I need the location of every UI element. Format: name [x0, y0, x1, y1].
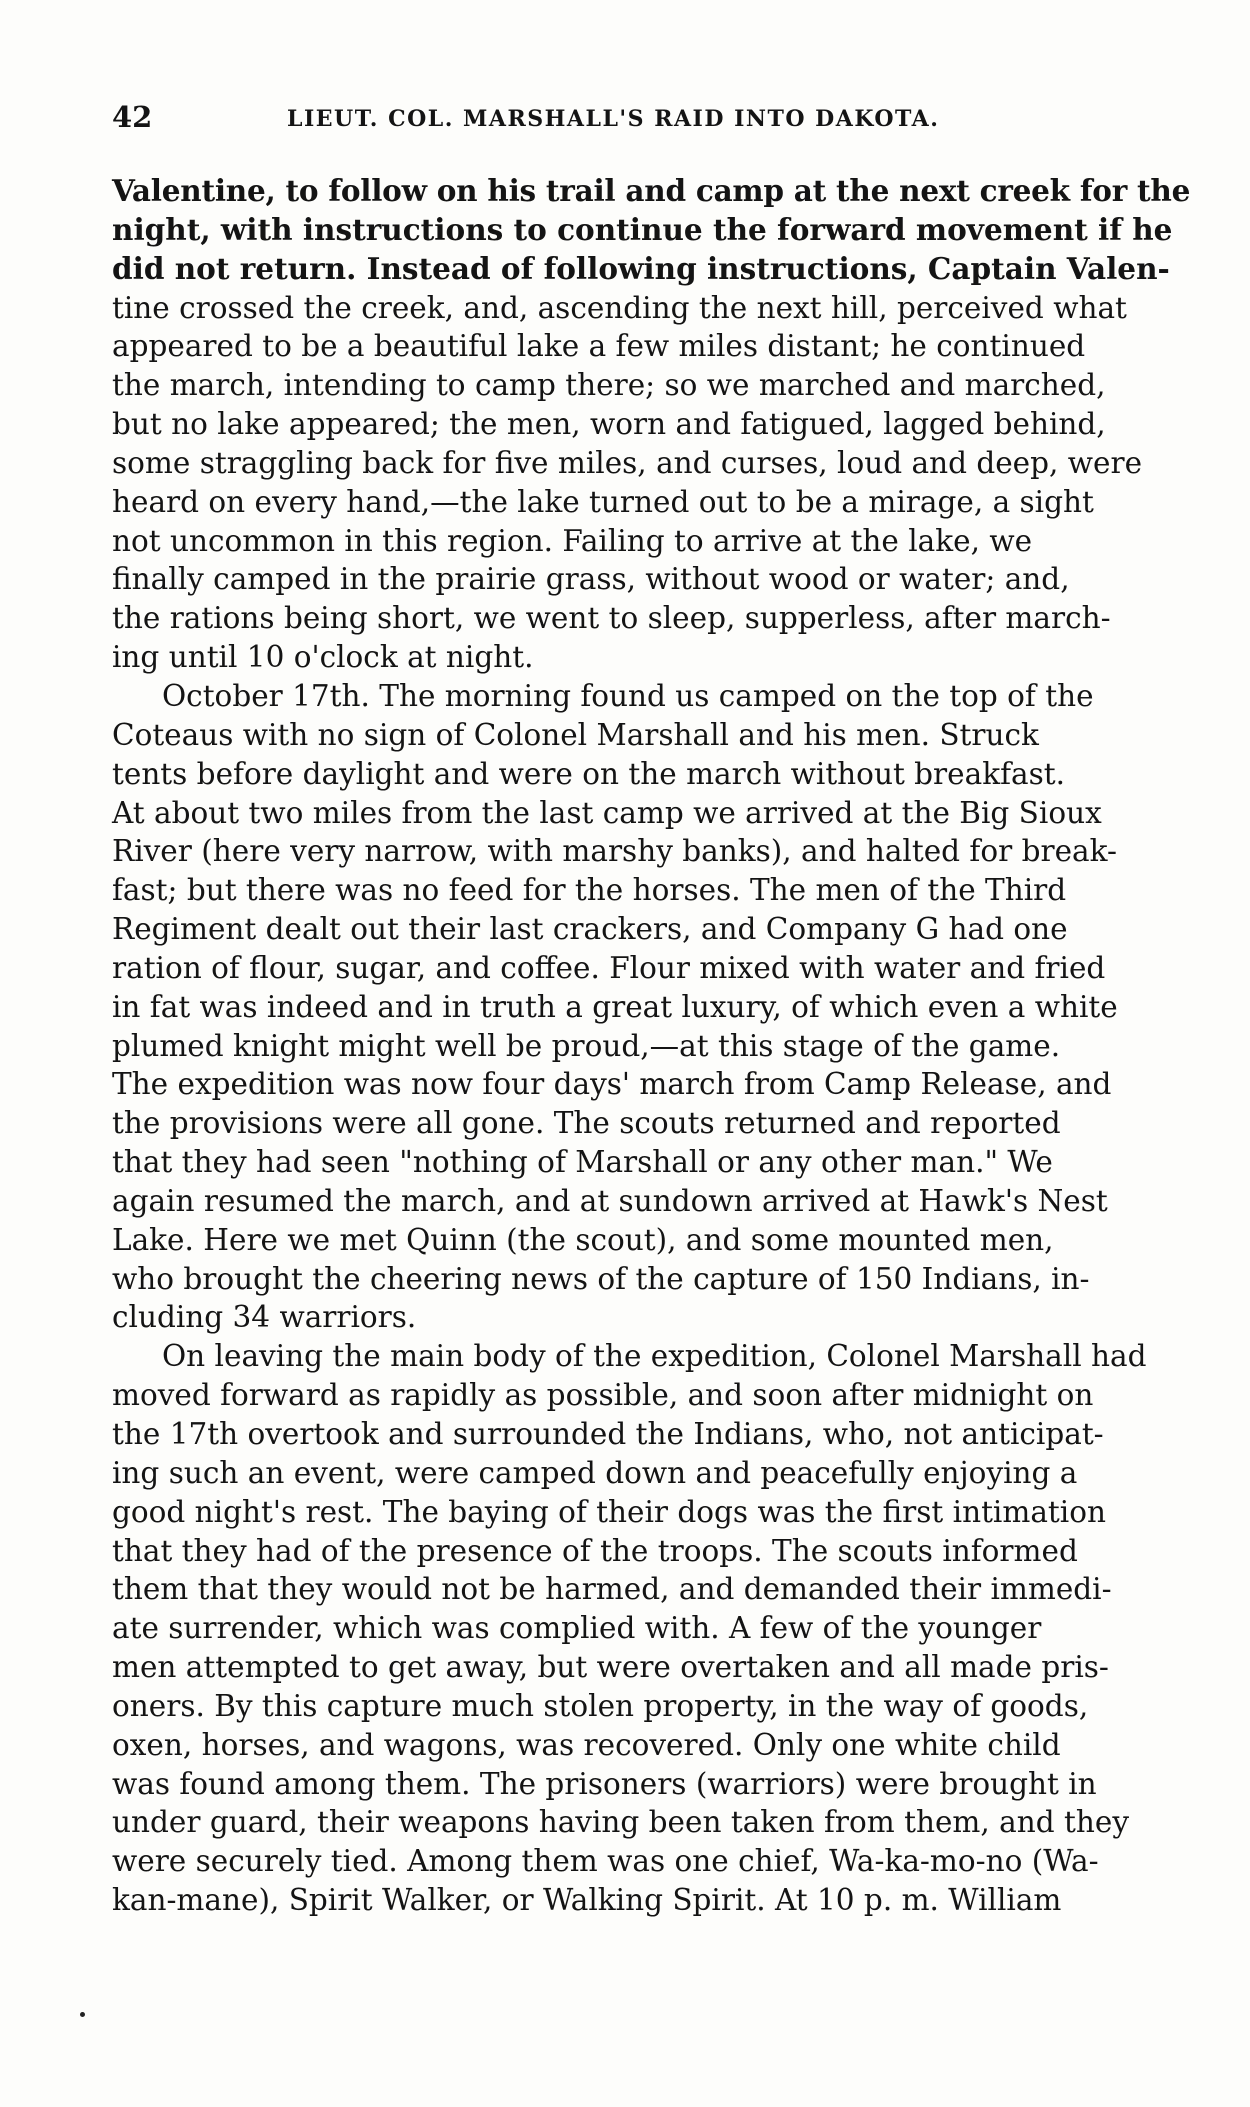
text-line: men attempted to get away, but were overtaken and all made pris- — [112, 1650, 1109, 1685]
text-line: but no lake appeared; the men, worn and fatigued, lagged behind, — [112, 407, 1106, 442]
text-line: finally camped in the prairie grass, without wood or water; and, — [112, 562, 1070, 597]
text-line: ate surrender, which was complied with. A few of the younger — [112, 1611, 1042, 1646]
body-text — [112, 172, 1190, 1920]
text-line: ing until 10 o'clock at night. — [112, 640, 534, 675]
text-line: Lake. Here we met Quinn (the scout), and some mounted men, — [112, 1222, 1054, 1257]
page-header — [112, 100, 1192, 140]
text-line: good night's rest. The baying of their dogs was the first intimation — [112, 1494, 1106, 1529]
text-line: tine crossed the creek, and, ascending the next hill, perceived what — [112, 290, 1127, 325]
text-line: that they had seen "nothing of Marshall or any other man." We — [112, 1145, 1053, 1180]
text-line: At about two miles from the last camp we arrived at the Big Sioux — [112, 795, 1102, 830]
text-line: that they had of the presence of the troops. The scouts informed — [112, 1533, 1078, 1568]
text-line: On leaving the main body of the expedition, Colonel Marshall had — [162, 1339, 1147, 1374]
text-line: again resumed the march, and at sundown arrived at Hawk's Nest — [112, 1183, 1108, 1218]
text-line: The expedition was now four days' march from Camp Release, and — [112, 1067, 1112, 1102]
text-line: the rations being short, we went to sleep, supperless, after march- — [112, 601, 1111, 636]
text-line: Valentine, to follow on his trail and camp at the next creek for the — [112, 173, 1191, 208]
text-line: under guard, their weapons having been taken from them, and they — [112, 1805, 1129, 1840]
text-line: River (here very narrow, with marshy banks), and halted for break- — [112, 834, 1117, 869]
text-line: plumed knight might well be proud,—at this stage of the game. — [112, 1028, 1061, 1063]
text-line: October 17th. The morning found us camped on the top of the — [162, 678, 1094, 713]
text-line: ration of flour, sugar, and coffee. Flour mixed with water and fried — [112, 950, 1106, 985]
text-line: the march, intending to camp there; so we marched and marched, — [112, 368, 1106, 403]
text-line: fast; but there was no feed for the horses. The men of the Third — [112, 873, 1067, 908]
text-line: were securely tied. Among them was one chief, Wa-ka-mo-no (Wa- — [112, 1844, 1099, 1879]
text-line: tents before daylight and were on the march without breakfast. — [112, 756, 1065, 791]
text-line: appeared to be a beautiful lake a few miles distant; he continued — [112, 329, 1086, 364]
text-line: them that they would not be harmed, and demanded their immedi- — [112, 1572, 1112, 1607]
text-line: Regiment dealt out their last crackers, and Company G had one — [112, 912, 1068, 947]
text-line: night, with instructions to continue the forward movement if he — [112, 211, 1173, 247]
text-line: moved forward as rapidly as possible, and soon after midnight on — [112, 1378, 1094, 1413]
text-line: the provisions were all gone. The scouts returned and reported — [112, 1106, 1061, 1141]
running-head: LIEUT. COL. MARSHALL'S RAID INTO DAKOTA. — [287, 106, 940, 132]
text-line: kan-mane), Spirit Walker, or Walking Spirit. At 10 p. m. William — [112, 1883, 1062, 1918]
text-line: oners. By this capture much stolen property, in the way of goods, — [112, 1688, 1089, 1723]
text-line: heard on every hand,—the lake turned out to be a mirage, a sight — [112, 484, 1094, 519]
page-number: 42 — [112, 100, 153, 134]
text-line: cluding 34 warriors. — [112, 1300, 417, 1335]
text-line: ing such an event, were camped down and peacefully enjoying a — [112, 1455, 1078, 1490]
text-line: the 17th overtook and surrounded the Indians, who, not anticipat- — [112, 1417, 1104, 1451]
text-line: in fat was indeed and in truth a great luxury, of which even a white — [112, 989, 1118, 1024]
text-line: oxen, horses, and wagons, was recovered. Only one white child — [112, 1727, 1061, 1762]
text-line: was found among them. The prisoners (warriors) were brought in — [112, 1766, 1097, 1801]
text-line: who brought the cheering news of the capture of 150 Indians, in- — [112, 1261, 1090, 1296]
text-line: some straggling back for five miles, and curses, loud and deep, were — [112, 445, 1143, 480]
text-line: Coteaus with no sign of Colonel Marshall and his men. Struck — [112, 717, 1039, 752]
text-line: not uncommon in this region. Failing to arrive at the lake, we — [112, 523, 1033, 558]
text-line: did not return. Instead of following instructions, Captain Valen- — [112, 250, 1170, 286]
stray-ink-mark — [80, 2012, 85, 2017]
